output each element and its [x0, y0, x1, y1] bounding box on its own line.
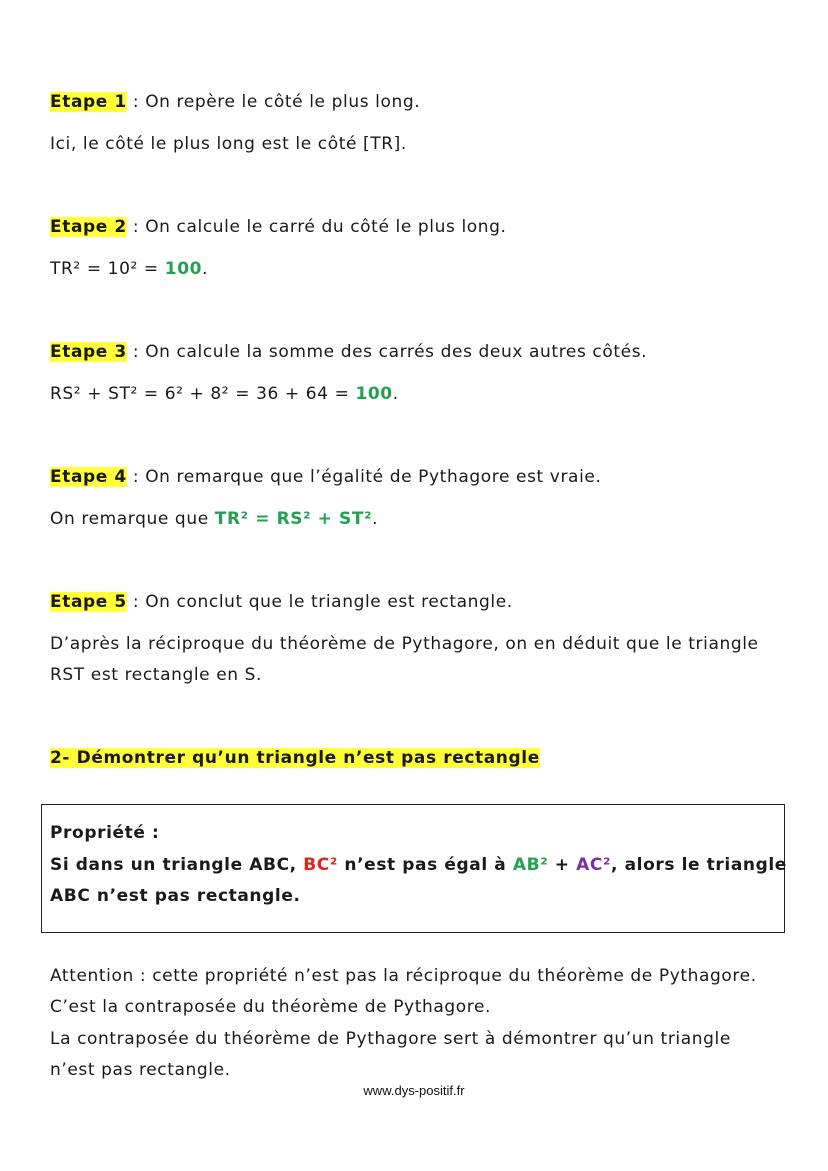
step-5-detail-line-1: D’après la réciproque du théorème de Pythagore, on en déduit que le triangle — [50, 634, 759, 654]
step-3-heading — [50, 341, 647, 363]
step-description: : On calcule la somme des carrés des deux autres côtés. — [126, 342, 648, 362]
punctuation: . — [202, 259, 209, 279]
step-label: Etape 5 — [50, 592, 127, 612]
property-statement-line-1 — [50, 854, 787, 876]
property-title: Propriété : — [50, 823, 160, 843]
ab-squared: AB² — [512, 855, 549, 875]
section-title-text: 2- Démontrer qu’un triangle n’est pas rectangle — [50, 748, 540, 768]
calc-text: TR² = 10² = — [50, 259, 165, 279]
attention-line-2: C’est la contraposée du théorème de Pythagore. — [50, 997, 492, 1017]
step-label: Etape 1 — [50, 92, 127, 112]
step-4-heading — [50, 466, 601, 488]
plus-sign: + — [548, 855, 577, 875]
step-label: Etape 2 — [50, 217, 127, 237]
step-3-detail — [50, 383, 399, 405]
property-text: , alors le triangle — [611, 855, 787, 875]
footer-website: www.dys-positif.fr — [363, 1083, 465, 1098]
ac-squared: AC² — [576, 855, 612, 875]
attention-line-1: Attention : cette propriété n’est pas la réciproque du théorème de Pythagore. — [50, 966, 757, 986]
result-value: 100 — [164, 259, 203, 279]
step-5-heading — [50, 591, 513, 613]
property-text: n’est pas égal à — [337, 855, 513, 875]
attention-line-4: n’est pas rectangle. — [50, 1060, 231, 1080]
step-4-detail — [50, 508, 378, 530]
step-description: : On repère le côté le plus long. — [126, 92, 421, 112]
attention-line-3: La contraposée du théorème de Pythagore sert à démontrer qu’un triangle — [50, 1029, 731, 1049]
section-title — [50, 747, 540, 769]
punctuation: . — [392, 384, 399, 404]
equality: TR² = RS² + ST² — [214, 509, 373, 529]
step-description: : On remarque que l’égalité de Pythagore est vraie. — [126, 467, 602, 487]
calc-text: RS² + ST² = 6² + 8² = 36 + 64 = — [50, 384, 356, 404]
punctuation: . — [372, 509, 379, 529]
step-2-heading — [50, 216, 507, 238]
step-2-detail — [50, 258, 208, 280]
step-description: : On conclut que le triangle est rectangle. — [126, 592, 513, 612]
step-label: Etape 4 — [50, 467, 127, 487]
step-1-heading — [50, 91, 420, 113]
detail-text: On remarque que — [50, 509, 215, 529]
step-1-detail: Ici, le côté le plus long est le côté [TR]. — [50, 134, 407, 154]
result-value: 100 — [355, 384, 393, 404]
property-statement-line-2: ABC n’est pas rectangle. — [50, 886, 301, 906]
step-5-detail-line-2: RST est rectangle en S. — [50, 665, 263, 685]
step-description: : On calcule le carré du côté le plus long. — [126, 217, 507, 237]
step-label: Etape 3 — [50, 342, 127, 362]
property-text: Si dans un triangle ABC, — [50, 855, 304, 875]
bc-squared: BC² — [303, 855, 338, 875]
